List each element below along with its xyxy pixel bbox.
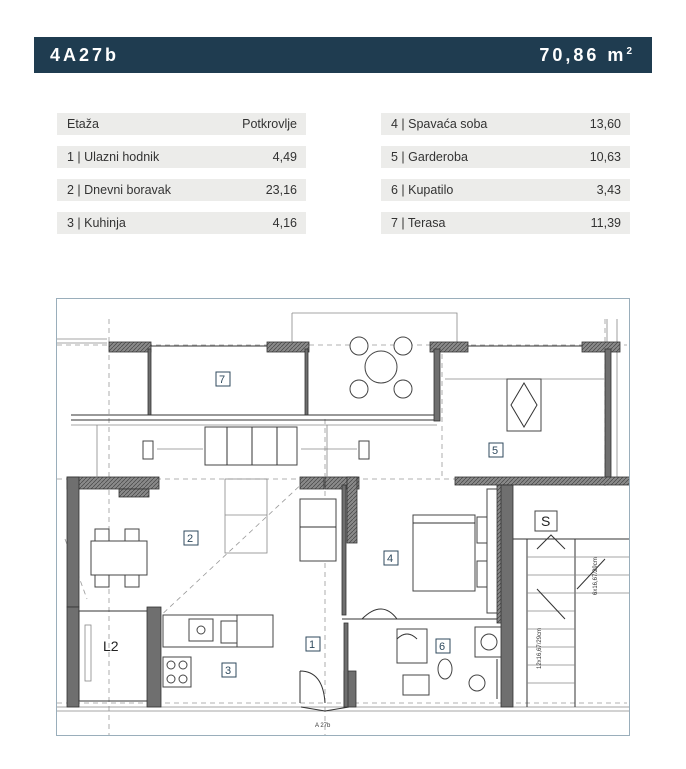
room-label: Etaža [67,117,99,131]
room-row [57,179,306,201]
room-value: 3,43 [596,183,621,197]
marker-3: 3 [225,665,232,677]
entrance-label: A 27b [315,723,331,729]
floor-plan-drawing [57,299,629,735]
room-value: 11,39 [590,216,621,230]
marker-5: 5 [492,445,499,457]
area-unit-sup: 2 [626,45,632,57]
room-value: 4,49 [272,150,297,164]
room-label: 4 | Spavaća soba [391,117,488,131]
marker-4: 4 [387,553,394,565]
room-table-right [381,113,630,245]
marker-7: 7 [219,374,226,386]
room-label: 6 | Kupatilo [391,183,454,197]
room-label: 2 | Dnevni boravak [67,183,171,197]
room-row [381,146,630,168]
marker-2: 2 [187,533,194,545]
room-row [57,113,306,135]
room-value: Potkrovlje [242,117,297,131]
room-value: 23,16 [265,183,297,197]
marker-6: 6 [439,641,446,653]
room-row [381,113,630,135]
room-table-left [57,113,306,245]
stair-label: S [541,513,551,529]
room-value: 10,63 [589,150,621,164]
floor-plan [56,298,630,736]
area-value: 70,86 m [539,44,627,65]
lift-label: L2 [103,638,119,654]
room-label: 5 | Garderoba [391,150,468,164]
room-label: 3 | Kuhinja [67,216,126,230]
room-value: 13,60 [589,117,621,131]
unit-header [34,37,652,73]
unit-code: 4A27b [50,44,120,65]
room-label: 1 | Ulazni hodnik [67,150,160,164]
room-label: 7 | Terasa [391,216,446,230]
stair-dimension-2: 6x16,67/29cm [593,557,599,595]
room-row [381,212,630,234]
room-value: 4,16 [272,216,297,230]
room-row [57,146,306,168]
room-row [381,179,630,201]
unit-area [539,45,632,66]
stair-dimension-1: 12x16,67/29cm [537,627,543,669]
marker-1: 1 [309,639,316,651]
room-row [57,212,306,234]
